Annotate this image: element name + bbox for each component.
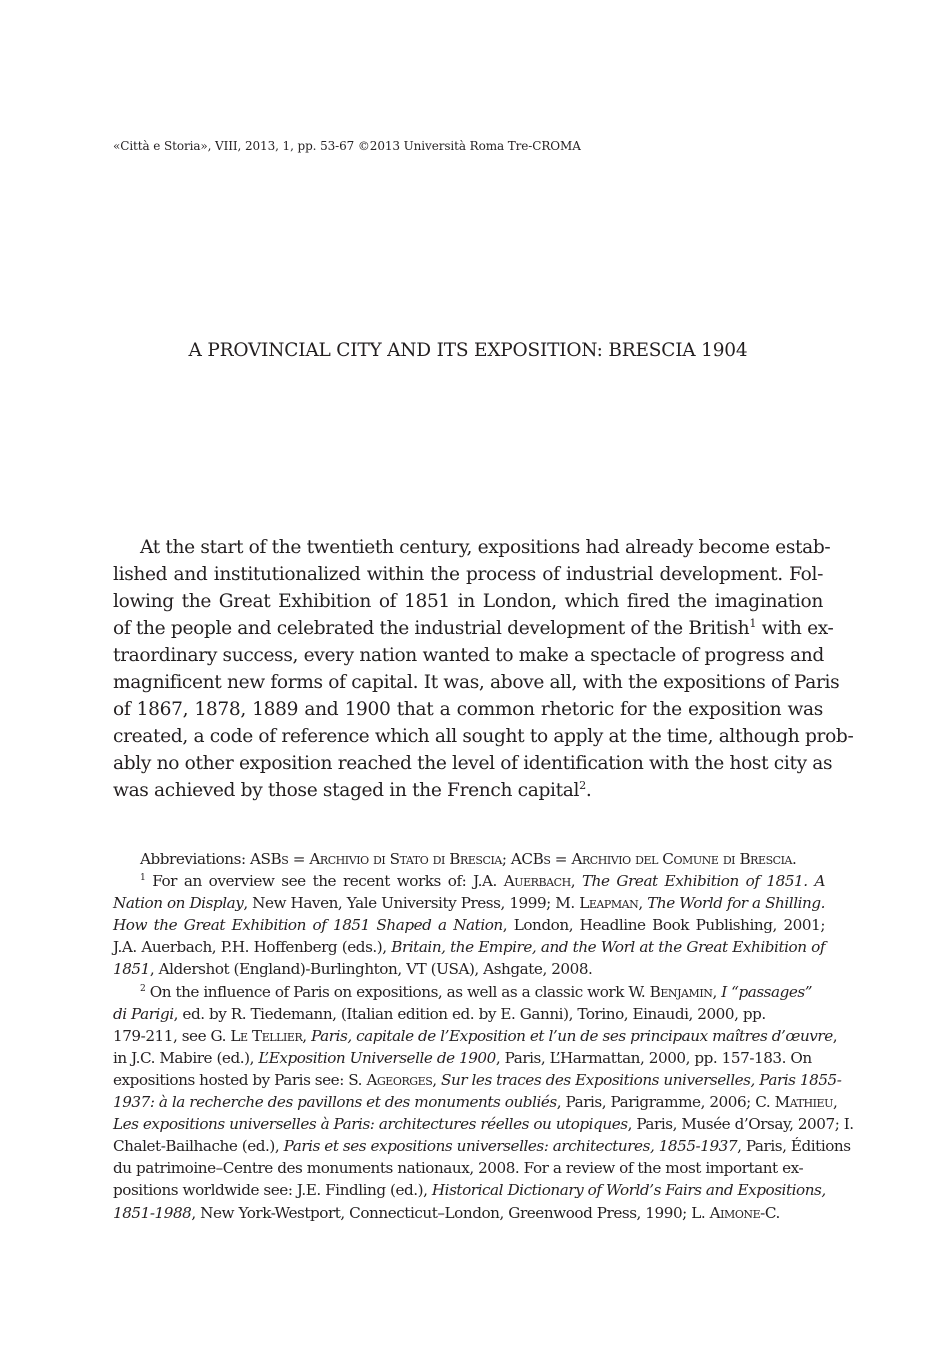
footnote-2-line: 179-211, see G. Le Tellier, Paris, capitale de l’Exposition et l’un de ses principaux maîtres d’œuvre,: [113, 1026, 838, 1045]
footnote-2-line: di Parigi, ed. by R. Tiedemann, (Italian edition ed. by E. Ganni), Torino, Einaudi, 2000, pp.: [113, 1004, 766, 1023]
footnote-2-line: expositions hosted by Paris see: S. Ageorges, Sur les traces des Expositions universelles, Paris 1855-: [113, 1070, 842, 1089]
book-title: The Great Exhibition of 1851. A: [582, 872, 826, 891]
book-title: Sur les traces des Expositions universelles, Paris 1855-: [441, 1070, 842, 1089]
body-line: magnificent new forms of capital. It was, above all, with the expositions of Paris: [113, 672, 840, 694]
footnote-2-line: positions worldwide see: J.E. Findling (ed.), Historical Dictionary of World’s Fairs and Expositions,: [113, 1181, 826, 1200]
book-title: 1937: à la recherche des pavillons et des monuments oubliés: [113, 1093, 557, 1112]
book-title: 1851: [113, 960, 150, 979]
footnote-ref-2: 2: [579, 779, 586, 793]
archive-name: Archivio di Stato di Brescia: [309, 850, 502, 868]
book-title: Paris, capitale de l’Exposition et l’un de ses principaux maîtres d’œuvre: [311, 1026, 833, 1045]
body-text-span: .: [585, 780, 592, 802]
book-title: The World for a Shilling.: [647, 894, 825, 913]
footnote-2-line: Les expositions universelles à Paris: architectures réelles ou utopiques, Paris, Musée d’Orsay, 2007; I.: [113, 1115, 854, 1134]
author-name: Mathieu: [774, 1093, 833, 1112]
article-title: A PROVINCIAL CITY AND ITS EXPOSITION: BRESCIA 1904: [188, 340, 748, 361]
body-line: traordinary success, every nation wanted to make a spectacle of progress and: [113, 645, 824, 667]
body-line: lished and institutionalized within the process of industrial development. Fol-: [113, 564, 823, 586]
footnote-2-line: du patrimoine–Centre des monuments nationaux, 2008. For a review of the most important ex-: [113, 1159, 804, 1178]
book-title: Paris et ses expositions universelles: architectures, 1855-1937: [283, 1137, 738, 1156]
footnote-1-line: 1851, Aldershot (England)-Burlinghton, VT (USA), Ashgate, 2008.: [113, 960, 593, 979]
footnote-1-line: Nation on Display, New Haven, Yale University Press, 1999; M. Leapman, The World for a Shilling.: [113, 894, 825, 913]
book-title: L’Exposition Universelle de 1900: [258, 1048, 496, 1067]
book-title: Britain, the Empire, and the Worl at the Great Exhibition of: [391, 938, 825, 957]
footnote-number: 1: [140, 873, 146, 884]
author-name: Le Tellier: [230, 1026, 303, 1045]
author-name: Auerbach: [503, 872, 571, 891]
footnote-1-line: J.A. Auerbach, P.H. Hoffenberg (eds.), Britain, the Empire, and the Worl at the Great Exhibition of: [113, 938, 825, 957]
footnote-1-line: How the Great Exhibition of 1851 Shaped a Nation, London, Headline Book Publishing, 2001;: [113, 916, 825, 935]
book-title: How the Great Exhibition of 1851 Shaped a Nation: [113, 916, 503, 935]
footnote-2-line: 1937: à la recherche des pavillons et des monuments oubliés, Paris, Parigramme, 2006; C. Mathieu,: [113, 1093, 838, 1112]
journal-citation-header: «Città e Storia», VIII, 2013, 1, pp. 53-67 ©2013 Università Roma Tre-CROMA: [113, 139, 581, 153]
body-line: created, a code of reference which all sought to apply at the time, although prob-: [113, 726, 854, 748]
body-text-span: of the people and celebrated the industrial development of the British: [113, 618, 750, 640]
body-line: lowing the Great Exhibition of 1851 in London, which fired the imagination: [113, 591, 823, 613]
book-title: Les expositions universelles à Paris: architectures réelles ou utopiques: [113, 1115, 628, 1134]
footnote-2-line: in J.C. Mabire (ed.), L’Exposition Universelle de 1900, Paris, L’Harmattan, 2000, pp. 157-183. On: [113, 1048, 812, 1067]
body-line: of 1867, 1878, 1889 and 1900 that a common rhetoric for the exposition was: [113, 699, 823, 721]
footnote-2-line: 1851-1988, New York-Westport, Connecticut–London, Greenwood Press, 1990; L. Aimone-C.: [113, 1203, 780, 1222]
book-title: 1851-1988: [113, 1203, 192, 1222]
footnote-2-line: $^2$ On the influence of Paris on expositions, as well as a classic work W. Benjamin, I “passages”: [140, 982, 813, 1001]
footnotes-section: [113, 848, 854, 1224]
body-line: [113, 615, 834, 642]
book-title: Nation on Display: [113, 894, 244, 913]
body-paragraph: [113, 534, 854, 804]
footnote-number: 2: [140, 983, 146, 994]
body-line: [113, 777, 823, 804]
author-name: Aimone: [709, 1203, 761, 1222]
footnote-ref-1: 1: [749, 616, 757, 630]
body-text-span: with ex-: [761, 618, 834, 640]
footnote-1-line: $^1$ For an overview see the recent works of: J.A. Auerbach, The Great Exhibition of 1851. A: [140, 872, 826, 891]
body-line: At the start of the twentieth century, expositions had already become estab-: [140, 537, 831, 558]
author-name: Benjamin: [649, 982, 713, 1001]
author-name: Leapman: [579, 894, 639, 913]
body-line: ably no other exposition reached the level of identification with the host city as: [113, 753, 833, 775]
book-title: di Parigi: [113, 1004, 174, 1023]
body-text-span: was achieved by those staged in the French capital: [113, 780, 580, 802]
abbreviations-note: Abbreviations: ASBs = Archivio di Stato di Brescia; ACBs = Archivio del Comune di Brescia.: [140, 850, 797, 868]
archive-name: Archivio del Comune di Brescia: [571, 850, 793, 868]
book-title: I “passages”: [721, 982, 813, 1001]
book-title: Historical Dictionary of World’s Fairs and Expositions,: [431, 1181, 826, 1200]
author-name: Ageorges: [366, 1070, 433, 1089]
footnote-2-line: Chalet-Bailhache (ed.), Paris et ses expositions universelles: architectures, 1855-1937, Paris, Éditions: [113, 1137, 851, 1156]
